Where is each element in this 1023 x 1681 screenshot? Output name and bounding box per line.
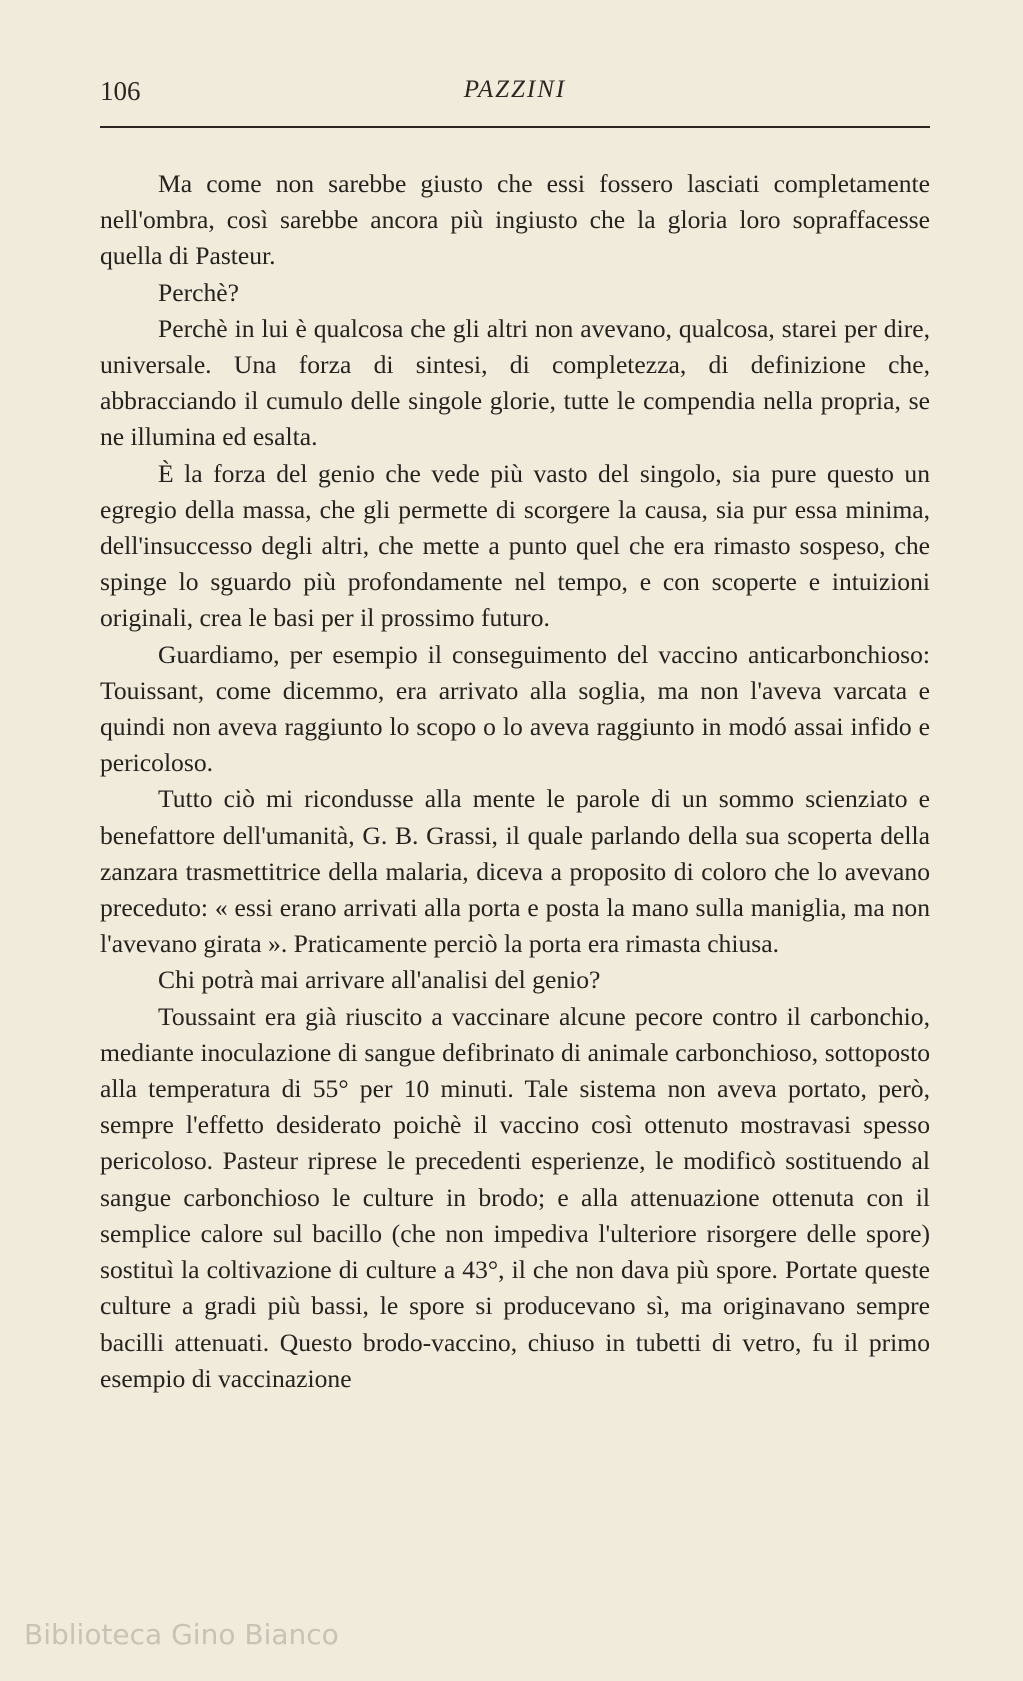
body-text xyxy=(100,166,930,1397)
library-watermark: Biblioteca Gino Bianco xyxy=(24,1618,339,1651)
paragraph-8: Toussaint era già riuscito a vaccinare alcune pecore contro il carbonchio, mediante inoculazione di sangue defibrinato di animale carbonchioso, sottoposto alla temperatura di 55° per 10 minuti. Tale sistema non aveva portato, però, sempre l'effetto desiderato poichè il vaccino così ottenuto mostravasi spesso pericoloso. Pasteur riprese le precedenti esperienze, le modificò sostituendo al sangue carbonchioso le culture in brodo; e alla attenuazione ottenuta con il semplice calore sul bacillo (che non impediva l'ulteriore risorgere delle spore) sostituì la coltivazione di culture a 43°, il che non dava più spore. Portate queste culture a gradi più bassi, le spore si producevano sì, ma originavano sempre bacilli attenuati. Questo brodo-vaccino, chiuso in tubetti di vetro, fu il primo esempio di vaccinazione xyxy=(100,1001,930,1393)
page-header xyxy=(100,76,930,116)
paragraph-1: Ma come non sarebbe giusto che essi fossero lasciati completamente nell'ombra, così sarebbe ancora più ingiusto che la gloria loro sopraffacesse quella di Pasteur. xyxy=(100,169,930,271)
paragraph-5: Guardiamo, per esempio il conseguimento del vaccino anticarbonchioso: Touissant, come dicemmo, era arrivato alla soglia, ma non l'aveva varcata e quindi non aveva raggiunto lo scopo o lo aveva raggiunto in modó assai infido e pericoloso. xyxy=(100,639,930,778)
paragraph-2: Perchè? xyxy=(158,277,239,307)
running-title: PAZZINI xyxy=(463,76,567,103)
paragraph-6: Tutto ciò mi ricondusse alla mente le parole di un sommo scienziato e benefattore dell'umanità, G. B. Grassi, il quale parlando della sua scoperta della zanzara trasmettitrice della malaria, diceva a proposito di coloro che lo avevano preceduto: « essi erano arrivati alla porta e posta la mano sulla maniglia, ma non l'avevano girata ». Praticamente perciò la porta era rimasta chiusa. xyxy=(100,784,930,959)
header-rule xyxy=(100,126,930,128)
paragraph-7: Chi potrà mai arrivare all'analisi del genio? xyxy=(158,965,601,995)
paragraph-3: Perchè in lui è qualcosa che gli altri non avevano, qualcosa, starei per dire, universale. Una forza di sintesi, di completezza, di definizione che, abbracciando il cumulo delle singole glorie, tutte le compendia nella propria, se ne illumina ed esalta. xyxy=(100,313,930,452)
page-number: 106 xyxy=(100,76,141,106)
paragraph-4: È la forza del genio che vede più vasto del singolo, sia pure questo un egregio della massa, che gli permette di scorgere la causa, sia pur essa minima, dell'insuccesso degli altri, che mette a punto quel che era rimasto sospeso, che spinge lo sguardo più profondamente nel tempo, e con scoperte e intuizioni originali, crea le basi per il prossimo futuro. xyxy=(100,458,930,633)
